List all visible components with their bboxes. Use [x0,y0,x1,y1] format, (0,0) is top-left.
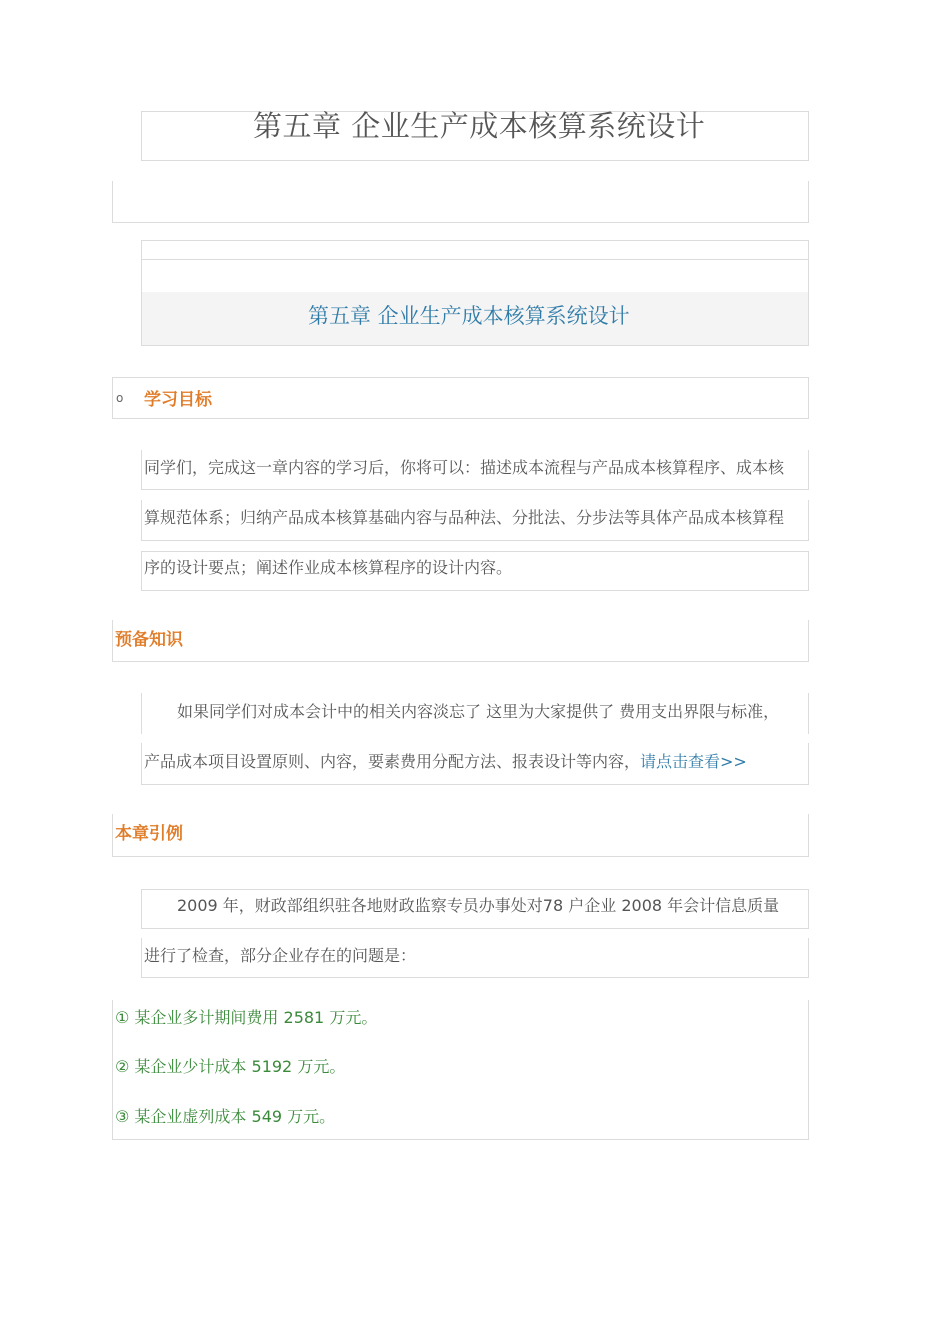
view-details-link[interactable]: 请点击查看>> [640,752,747,771]
blank-frame [112,181,809,223]
intro-head-frame [112,814,809,857]
document-title: 第五章 企业生产成本核算系统设计 [253,109,706,143]
goal-bullet: o [116,391,124,405]
intro-line-1: 2009 年，财政部组织驻各地财政监察专员办事处对78 户企业 2008 年会计信息质量 [177,896,780,915]
intro-line-2: 进行了检查，部分企业存在的问题是： [144,946,417,965]
goal-line-3: 序的设计要点；阐述作业成本核算程序的设计内容。 [144,558,513,577]
subtitle-frame-top [141,240,809,260]
issue-item-3: ③ 某企业虚列成本 549 万元。 [115,1107,336,1126]
prereq-line-2-text: 产品成本项目设置原则、内容，要素费用分配方法、报表设计等内容， [144,752,641,771]
chapter-subtitle: 第五章 企业生产成本核算系统设计 [308,304,630,328]
prereq-head-frame [112,620,809,662]
goal-heading: 学习目标 [144,390,212,410]
goal-line-1: 同学们，完成这一章内容的学习后，你将可以：描述成本流程与产品成本核算程序、成本核 [144,458,785,477]
issue-item-2: ② 某企业少计成本 5192 万元。 [115,1057,346,1076]
prereq-line-2 [144,749,747,772]
issue-item-1: ① 某企业多计期间费用 2581 万元。 [115,1008,378,1027]
intro-heading: 本章引例 [115,824,183,844]
goal-head-frame [112,377,809,419]
goal-line-2: 算规范体系；归纳产品成本核算基础内容与品种法、分批法、分步法等具体产品成本核算程 [144,508,785,527]
prereq-heading: 预备知识 [115,630,183,650]
prereq-line-1: 如果同学们对成本会计中的相关内容淡忘了 这里为大家提供了 费用支出界限与标准， [177,702,780,721]
